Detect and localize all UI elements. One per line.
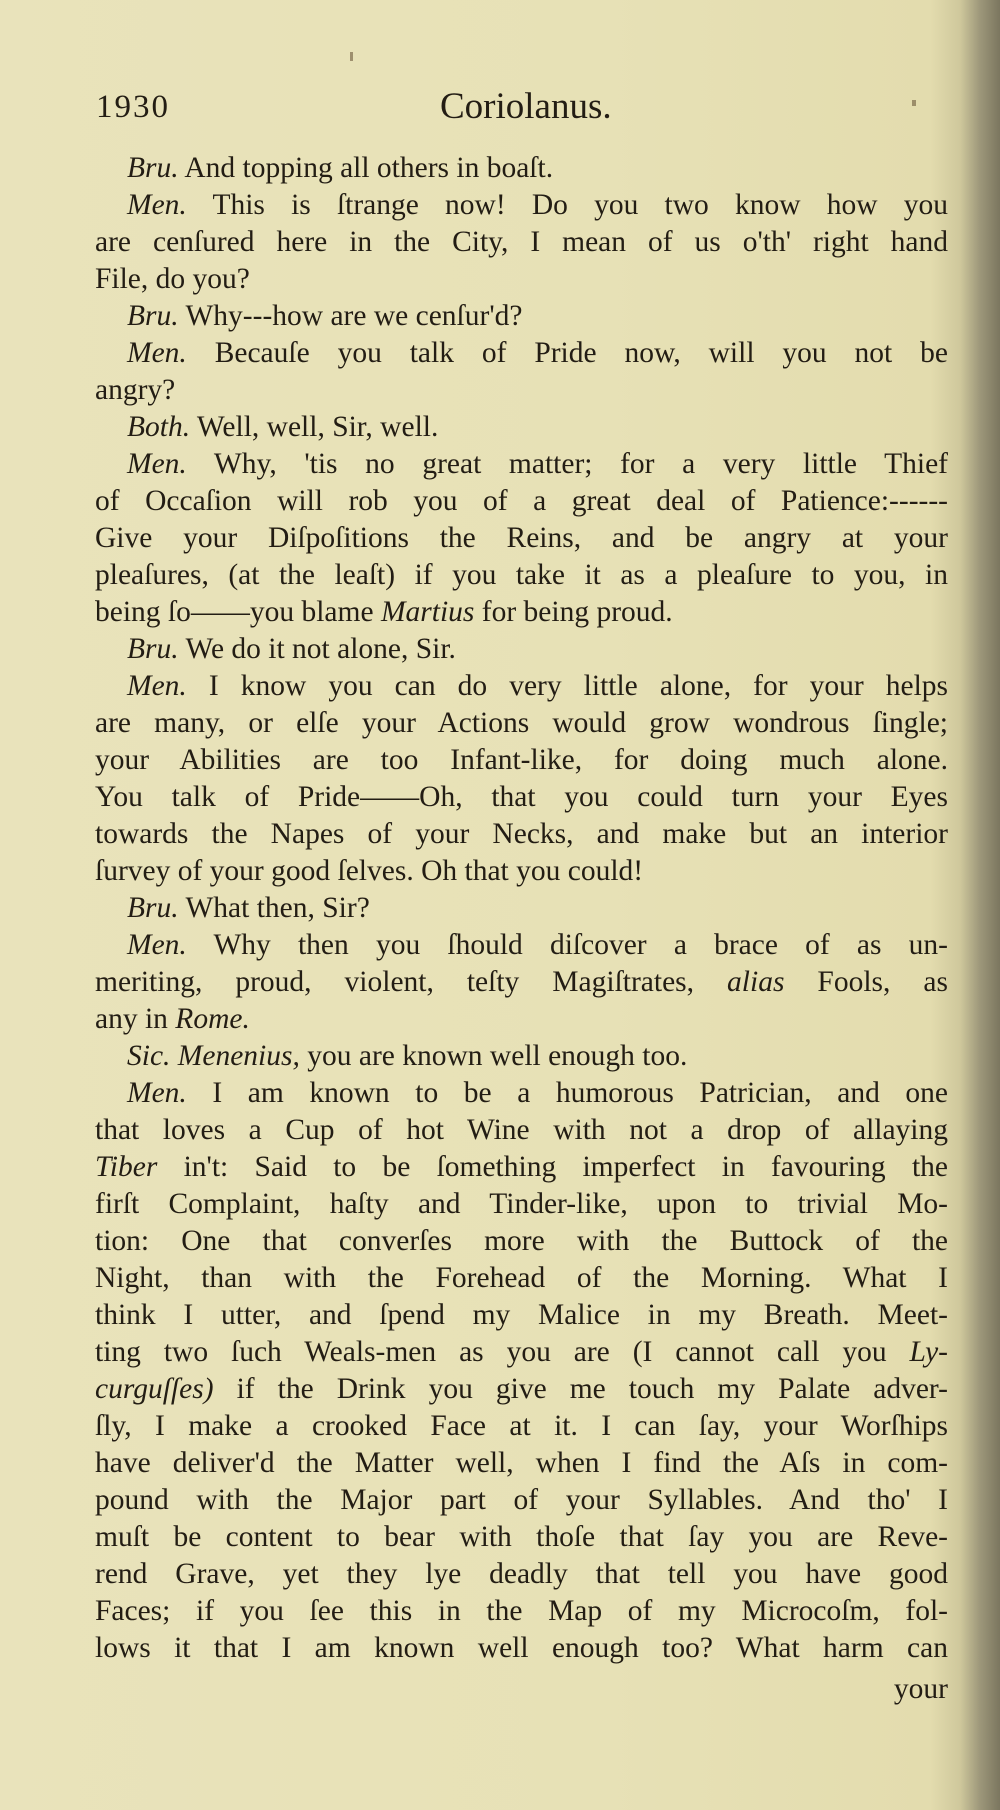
text-line — [95, 1075, 948, 1112]
text-line — [95, 1482, 948, 1519]
text-line — [95, 224, 948, 261]
text-segment: Why, 'tis no great matter; for a very little Thief — [186, 448, 948, 480]
text-line — [95, 261, 948, 298]
italic-text: Bru. — [127, 633, 179, 665]
text-segment: pound with the Major part of your Syllables. And tho' I — [95, 1484, 948, 1516]
text-line — [95, 372, 948, 409]
italic-text: Men. — [127, 448, 187, 480]
text-line — [95, 853, 948, 890]
italic-text: alias — [727, 966, 785, 998]
text-line — [95, 1112, 948, 1149]
text-segment: Fools, as — [784, 966, 948, 998]
text-line — [95, 187, 948, 224]
text-line — [95, 594, 948, 631]
text-line — [95, 1297, 948, 1334]
text-segment: have deliver'd the Matter well, when I find the Aſs in com- — [95, 1447, 948, 1479]
text-line — [95, 150, 948, 187]
text-segment: any in — [95, 1003, 176, 1035]
text-segment: This is ſtrange now! Do you two know how you — [186, 189, 948, 221]
text-line — [95, 1001, 948, 1038]
text-segment: ting two ſuch Weals-men as you are (I cannot call you — [95, 1336, 910, 1368]
text-line — [95, 335, 948, 372]
italic-text: Both. — [127, 411, 191, 443]
italic-text: Sic. Menenius, — [127, 1040, 300, 1072]
italic-text: Rome. — [175, 1003, 250, 1035]
text-segment: tion: One that converſes more with the Buttock of the — [95, 1225, 948, 1257]
text-segment: Give your Diſpoſitions the Reins, and be angry at your — [95, 522, 948, 554]
text-segment: think I utter, and ſpend my Malice in my Breath. Meet- — [95, 1299, 948, 1331]
text-segment: Night, than with the Forehead of the Morning. What I — [95, 1262, 948, 1294]
text-segment: angry? — [95, 374, 176, 406]
text-segment: if the Drink you give me touch my Palate adver- — [213, 1373, 948, 1405]
text-line — [95, 1149, 948, 1186]
text-segment: I know you can do very little alone, for your helps — [186, 670, 948, 702]
text-line — [95, 1260, 948, 1297]
text-line — [95, 816, 948, 853]
text-segment: lows it that I am known well enough too? What harm can — [95, 1632, 948, 1664]
text-segment: your Abilities are too Infant-like, for doing much alone. — [95, 744, 948, 776]
text-segment: And topping all others in boaſt. — [178, 152, 554, 184]
text-line — [95, 409, 948, 446]
text-line — [95, 446, 948, 483]
text-segment: rend Grave, yet they lye deadly that tell you have good — [95, 1558, 948, 1590]
page-body-text — [95, 150, 948, 1667]
text-segment: Becauſe you talk of Pride now, will you not be — [186, 337, 948, 369]
text-line — [95, 1038, 948, 1075]
text-line — [95, 483, 948, 520]
page-header — [0, 85, 1000, 135]
text-segment: firſt Complaint, haſty and Tinder-like, upon to trivial Mo- — [95, 1188, 948, 1220]
text-line — [95, 742, 948, 779]
text-segment: Why---how are we cenſur'd? — [178, 300, 523, 332]
text-line — [95, 779, 948, 816]
text-segment: You talk of Pride——Oh, that you could turn your Eyes — [95, 781, 948, 813]
text-line — [95, 1556, 948, 1593]
text-segment: in't: Said to be ſomething imperfect in favouring the — [157, 1151, 948, 1183]
text-line — [95, 1519, 948, 1556]
scan-speck — [912, 100, 916, 106]
text-line — [95, 631, 948, 668]
text-line — [95, 1408, 948, 1445]
italic-text: Ly- — [909, 1336, 948, 1368]
text-line — [95, 1223, 948, 1260]
text-segment: Why then you ſhould diſcover a brace of as un- — [186, 929, 948, 961]
italic-text: Men. — [127, 337, 187, 369]
text-line — [95, 1186, 948, 1223]
text-line — [95, 298, 948, 335]
text-segment: Faces; if you ſee this in the Map of my Microcoſm, fol- — [95, 1595, 948, 1627]
running-title: Coriolanus. — [440, 86, 612, 127]
text-segment: What then, Sir? — [178, 892, 370, 924]
text-segment: for being proud. — [474, 596, 673, 628]
italic-text: Tiber — [95, 1151, 158, 1183]
text-segment: muſt be content to bear with thoſe that ſay you are Reve- — [95, 1521, 948, 1553]
page-number: 1930 — [96, 89, 170, 125]
catchword: your — [893, 1673, 948, 1705]
text-line — [95, 1593, 948, 1630]
text-segment: ſly, I make a crooked Face at it. I can ſay, your Worſhips — [95, 1410, 948, 1442]
italic-text: Men. — [127, 1077, 187, 1109]
italic-text: Men. — [127, 189, 187, 221]
text-line — [95, 520, 948, 557]
text-segment: are cenſured here in the City, I mean of us o'th' right hand — [95, 226, 948, 258]
text-segment: ſurvey of your good ſelves. Oh that you could! — [95, 855, 644, 887]
text-line — [95, 964, 948, 1001]
italic-text: Men. — [127, 670, 187, 702]
text-segment: towards the Napes of your Necks, and make but an interior — [95, 818, 948, 850]
text-segment: are many, or elſe your Actions would grow wondrous ſingle; — [95, 707, 948, 739]
text-line — [95, 1334, 948, 1371]
text-line — [95, 668, 948, 705]
scan-speck — [350, 52, 353, 61]
italic-text: Bru. — [127, 892, 179, 924]
text-segment: being ſo——you blame — [95, 596, 381, 628]
text-line — [95, 1445, 948, 1482]
text-segment: meriting, proud, violent, teſty Magiſtrates, — [95, 966, 728, 998]
text-segment: that loves a Cup of hot Wine with not a drop of allaying — [95, 1114, 948, 1146]
italic-text: Bru. — [127, 152, 179, 184]
text-line — [95, 927, 948, 964]
italic-text: curguſſes) — [95, 1373, 214, 1405]
text-segment: you are known well enough too. — [299, 1040, 688, 1072]
text-segment: We do it not alone, Sir. — [178, 633, 456, 665]
text-segment: File, do you? — [95, 263, 250, 295]
text-segment: I am known to be a humorous Patrician, and one — [186, 1077, 948, 1109]
text-line — [95, 1630, 948, 1667]
text-line — [95, 1371, 948, 1408]
italic-text: Men. — [127, 929, 187, 961]
italic-text: Martius — [380, 596, 475, 628]
text-line — [95, 890, 948, 927]
text-segment: of Occaſion will rob you of a great deal of Patience:------ — [95, 485, 948, 517]
text-line — [95, 557, 948, 594]
text-segment: Well, well, Sir, well. — [190, 411, 439, 443]
text-line — [95, 705, 948, 742]
text-segment: pleaſures, (at the leaſt) if you take it as a pleaſure to you, in — [95, 559, 948, 591]
italic-text: Bru. — [127, 300, 179, 332]
